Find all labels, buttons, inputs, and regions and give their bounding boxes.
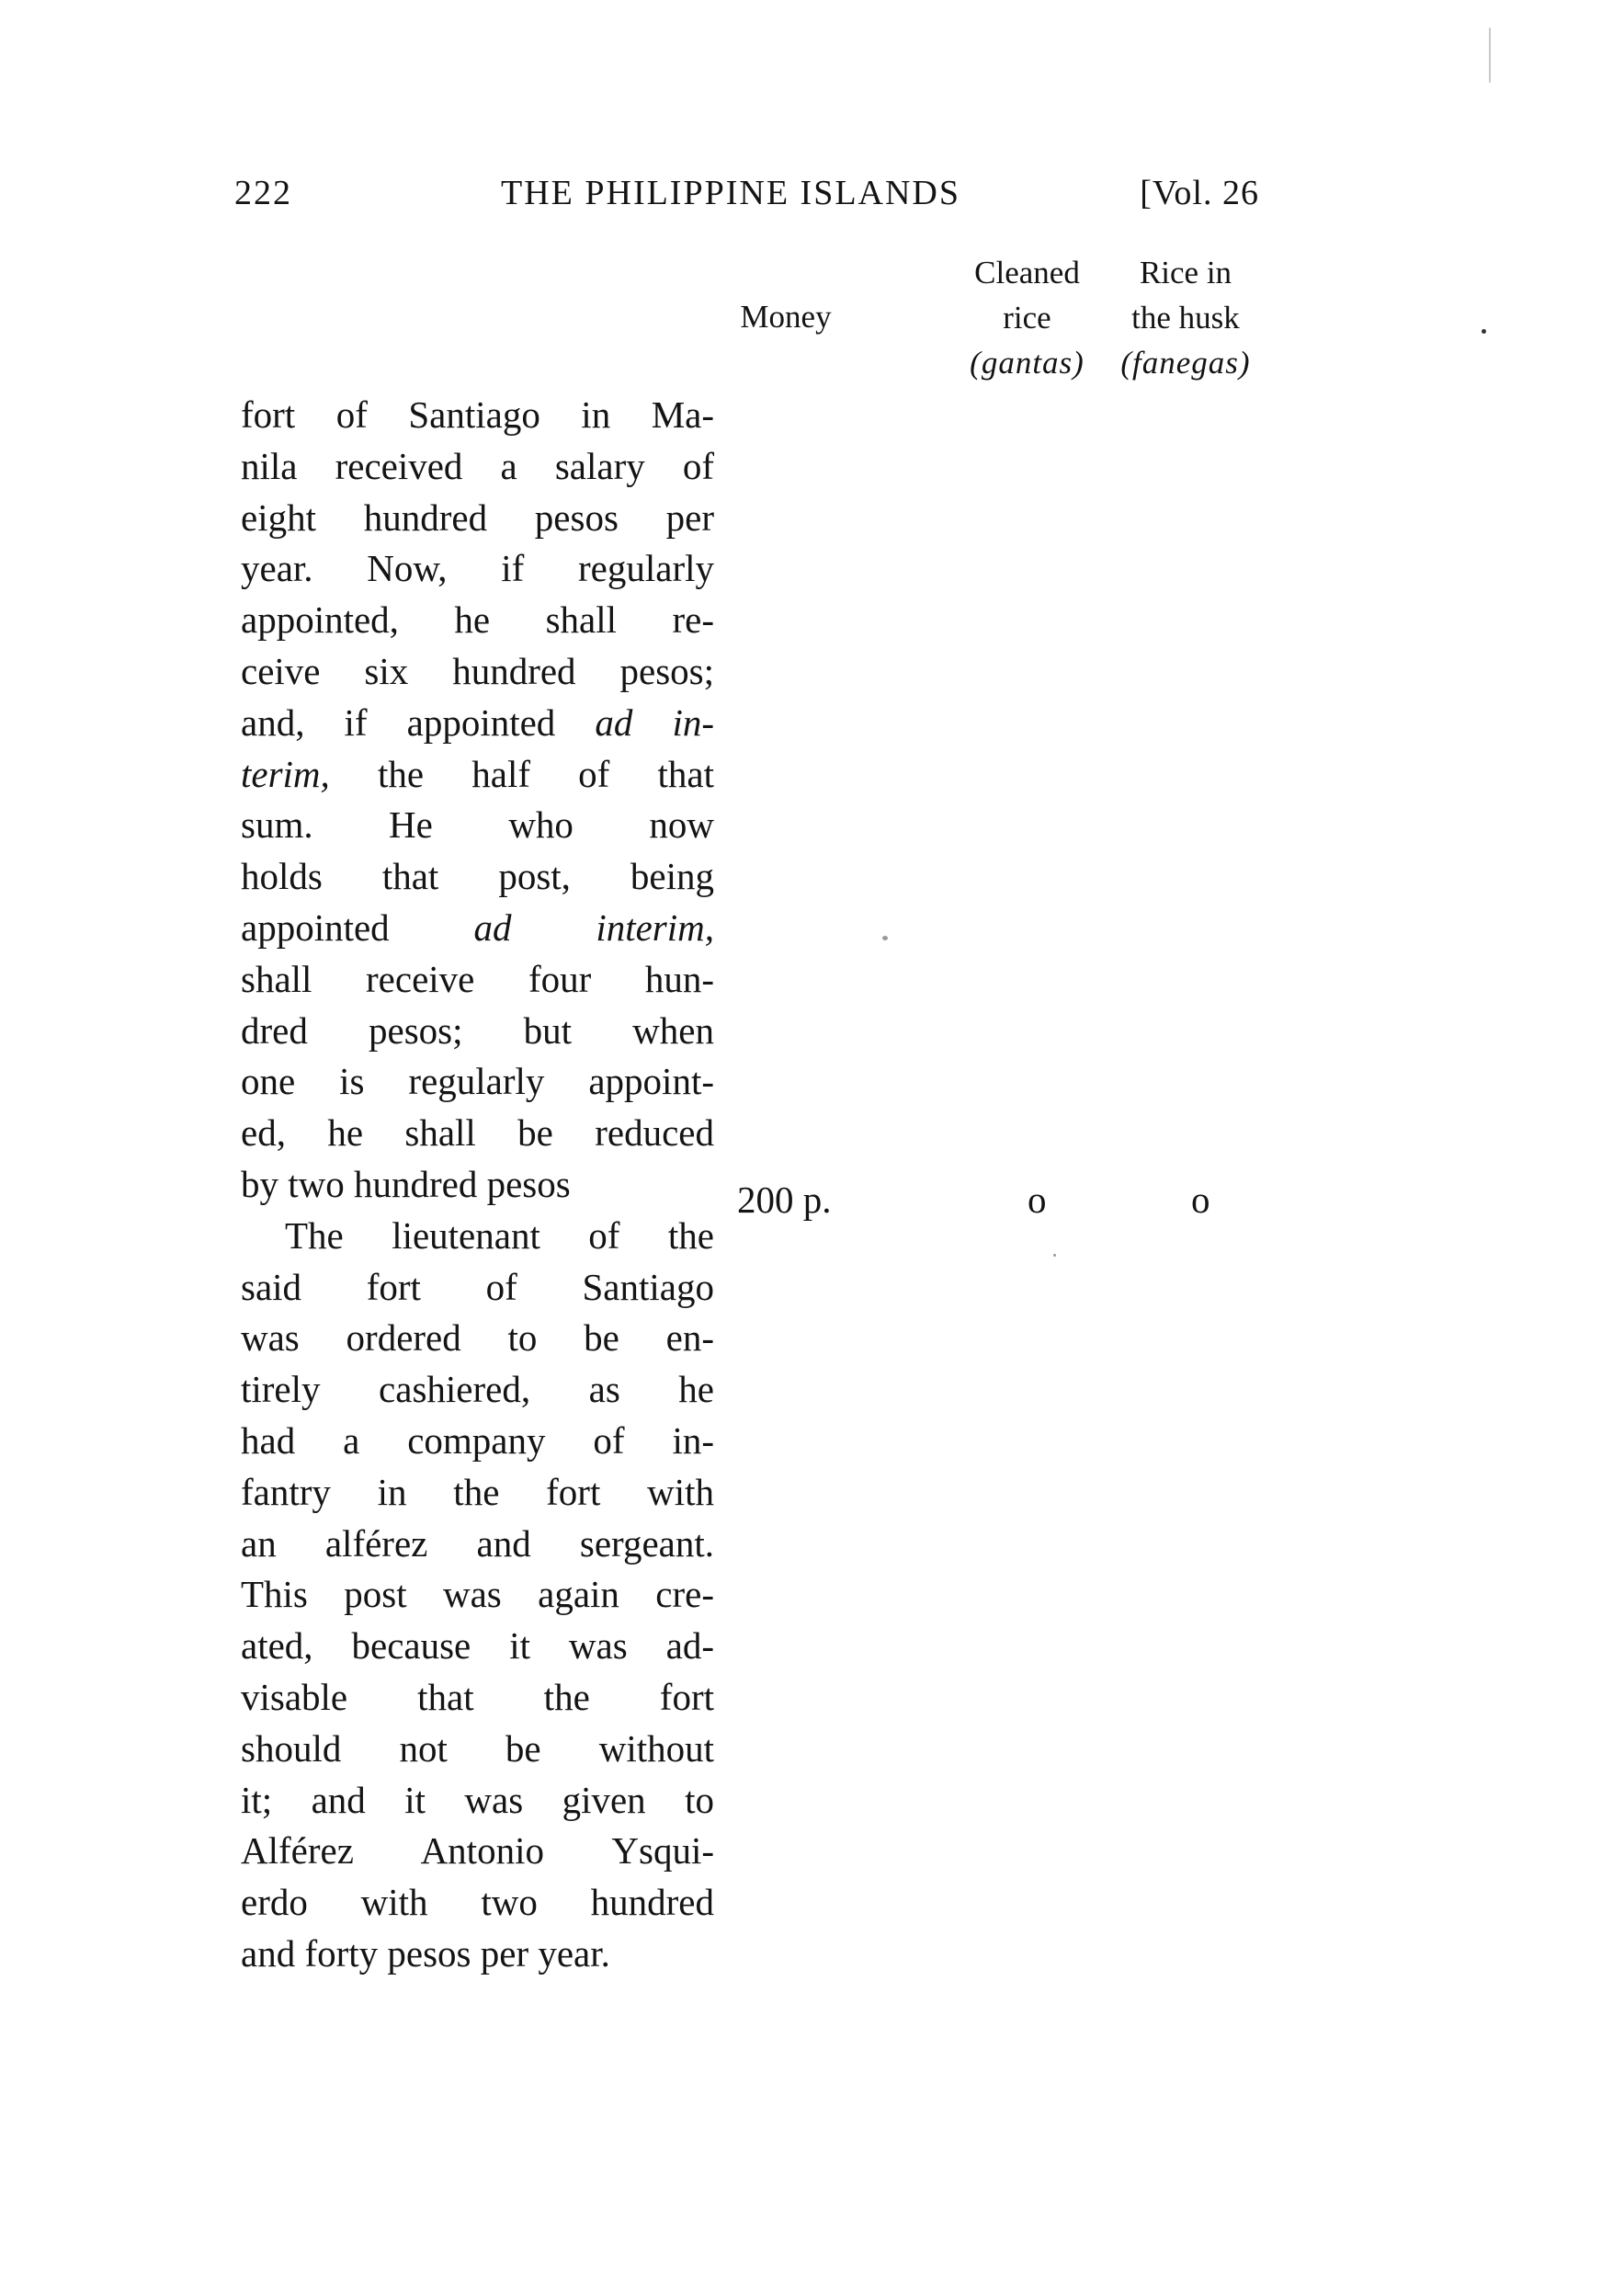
value-cleaned-rice: o [1028, 1178, 1047, 1221]
text-line: should not be without [241, 1726, 714, 1770]
text-line: one is regularly appoint- [241, 1060, 714, 1103]
text-line: had a company of in- [241, 1418, 714, 1462]
body-paragraphs [241, 390, 714, 1980]
scan-speck [1482, 329, 1486, 334]
column-heading-cleaned-rice: Cleaned rice (gantas) [970, 255, 1085, 381]
scan-speck [1489, 28, 1491, 83]
text-line: appointed, he shall re- [241, 598, 714, 642]
page-number: 222 [234, 174, 292, 212]
text-line: eight hundred pesos per [241, 495, 714, 539]
text-line: it; and it was given to [241, 1778, 714, 1821]
text-line: an alférez and sergeant. [241, 1521, 714, 1565]
text-line: appointed ad interim, [241, 905, 714, 949]
text-line: sum. He who now [241, 803, 714, 847]
text-line: The lieutenant of the [285, 1213, 714, 1257]
text-line: and forty pesos per year. [241, 1931, 610, 1975]
text-line: holds that post, being [241, 855, 714, 898]
scan-speck [882, 936, 888, 940]
column-heading-money: Money [740, 299, 832, 335]
volume-number: [Vol. 26 [1140, 174, 1259, 212]
text-line: ated, because it was ad- [241, 1624, 714, 1668]
text-line: visable that the fort [241, 1675, 714, 1718]
text-line: ed, he shall be reduced [241, 1111, 714, 1155]
text-line: and, if appointed ad in- [241, 700, 715, 744]
text-line: Alférez Antonio Ysqui- [241, 1829, 714, 1873]
text-line: nila received a salary of [241, 444, 714, 487]
text-line: was ordered to be en- [241, 1316, 714, 1360]
running-title: THE PHILIPPINE ISLANDS [501, 174, 960, 212]
text-line: year. Now, if regularly [241, 547, 714, 590]
text-line: fort of Santiago in Ma- [241, 393, 714, 436]
value-rice-in-husk: o [1191, 1178, 1210, 1221]
text-line: tirely cashiered, as he [241, 1368, 714, 1411]
text-line: said fort of Santiago [241, 1265, 714, 1308]
text-line: This post was again cre- [241, 1573, 714, 1616]
running-head [234, 165, 1259, 221]
text-line: by two hundred pesos [241, 1162, 571, 1205]
value-money: 200 p. [737, 1178, 832, 1221]
text-line: shall receive four hun- [241, 957, 714, 1000]
column-heading-rice-in-husk: Rice in the husk (fanegas) [1120, 255, 1251, 381]
text-line: erdo with two hundred [241, 1881, 714, 1924]
text-line: dred pesos; but when [241, 1008, 714, 1052]
text-line: terim, the half of that [241, 752, 714, 795]
scan-speck [1053, 1254, 1056, 1257]
text-line: ceive six hundred pesos; [241, 649, 714, 692]
text-line: fantry in the fort with [241, 1470, 714, 1513]
